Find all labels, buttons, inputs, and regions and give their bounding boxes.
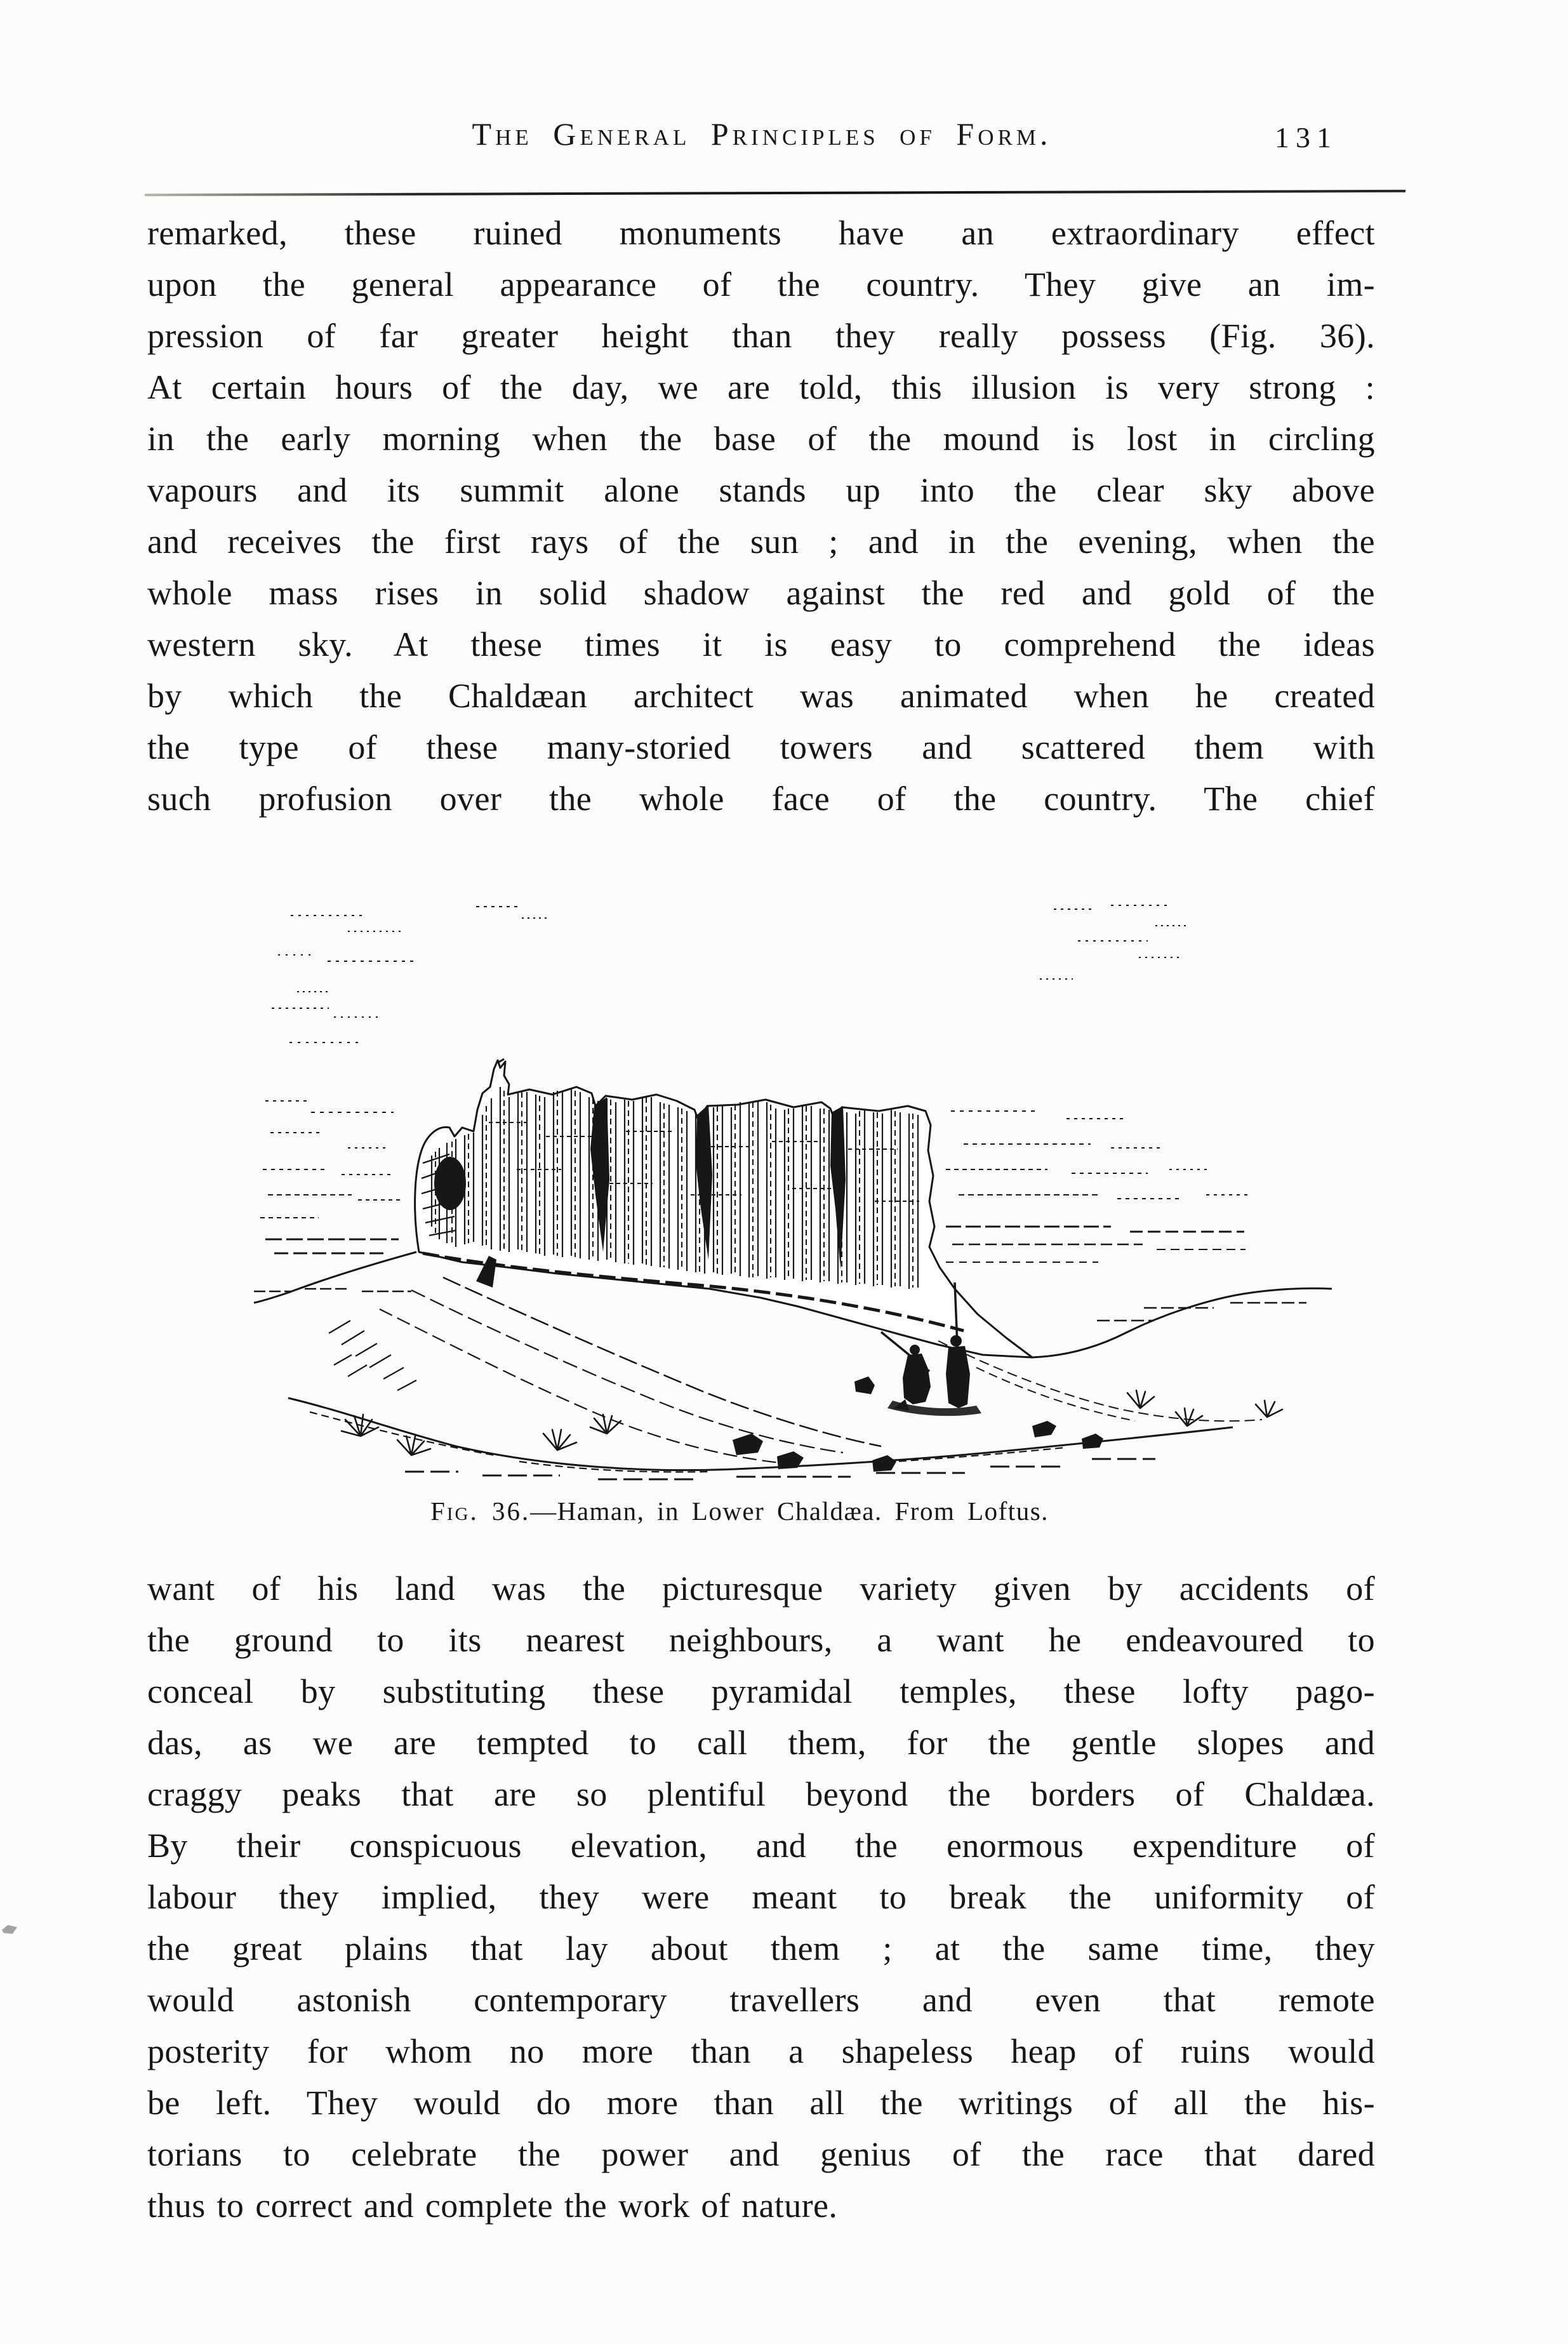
body-line: be left. They would do more than all the writings of all the his- (147, 2084, 1375, 2122)
ruin-tower (415, 1059, 1032, 1357)
page-number: 131 (1275, 121, 1338, 154)
engraving-illustration (253, 896, 1334, 1488)
body-line: labour they implied, they were meant to break the uniformity of (147, 1878, 1375, 1916)
body-line: das, as we are tempted to call them, for the gentle slopes and (147, 1724, 1375, 1762)
body-line: such profusion over the whole face of the country. The chief (147, 780, 1375, 818)
body-line: By their conspicuous elevation, and the enormous expenditure of (147, 1827, 1375, 1865)
body-line: whole mass rises in solid shadow against the red and gold of the (147, 574, 1375, 612)
body-line: vapours and its summit alone stands up into the clear sky above (147, 471, 1375, 509)
body-line: western sky. At these times it is easy to comprehend the ideas (147, 625, 1375, 663)
body-line: would astonish contemporary travellers and even that remote (147, 1981, 1375, 2019)
body-line: posterity for whom no more than a shapeless heap of ruins would (147, 2032, 1375, 2070)
body-line: pression of far greater height than they really possess (Fig. 36). (147, 317, 1375, 355)
body-line: upon the general appearance of the country. They give an im- (147, 265, 1375, 303)
body-line: craggy peaks that are so plentiful beyond the borders of Chaldæa. (147, 1775, 1375, 1813)
figure-caption-text: —Haman, in Lower Chaldæa. From Loftus. (530, 1496, 1049, 1526)
figure-36 (253, 896, 1334, 1526)
page-title: The General Principles of Form. (472, 116, 1052, 152)
paragraph-1 (147, 208, 1375, 825)
body-line: want of his land was the picturesque variety given by accidents of (147, 1569, 1375, 1608)
body-line: thus to correct and complete the work of nature. (147, 2187, 838, 2225)
header-rule (145, 190, 1405, 196)
body-line: the type of these many-storied towers and scattered them with (147, 728, 1375, 766)
running-header (149, 116, 1374, 173)
body-line: torians to celebrate the power and genius of the race that dared (147, 2135, 1375, 2173)
body-line: the great plains that lay about them ; at the same time, they (147, 1929, 1375, 1968)
paragraph-2 (147, 1563, 1375, 2232)
body-line: by which the Chaldæan architect was animated when he created (147, 677, 1375, 715)
scan-artifact (2, 1925, 17, 1934)
body-line: and receives the first rays of the sun ; and in the evening, when the (147, 523, 1375, 561)
body-line: remarked, these ruined monuments have an extraordinary effect (147, 214, 1375, 252)
figure-caption (253, 1496, 1334, 1526)
body-line: in the early morning when the base of the mound is lost in circling (147, 420, 1375, 458)
figure-caption-label: Fig. 36. (430, 1496, 531, 1526)
body-line: the ground to its nearest neighbours, a want he endeavoured to (147, 1621, 1375, 1659)
body-line: conceal by substituting these pyramidal temples, these lofty pago- (147, 1672, 1375, 1710)
body-line: At certain hours of the day, we are told, this illusion is very strong : (147, 368, 1375, 406)
vegetation (342, 1390, 1282, 1455)
